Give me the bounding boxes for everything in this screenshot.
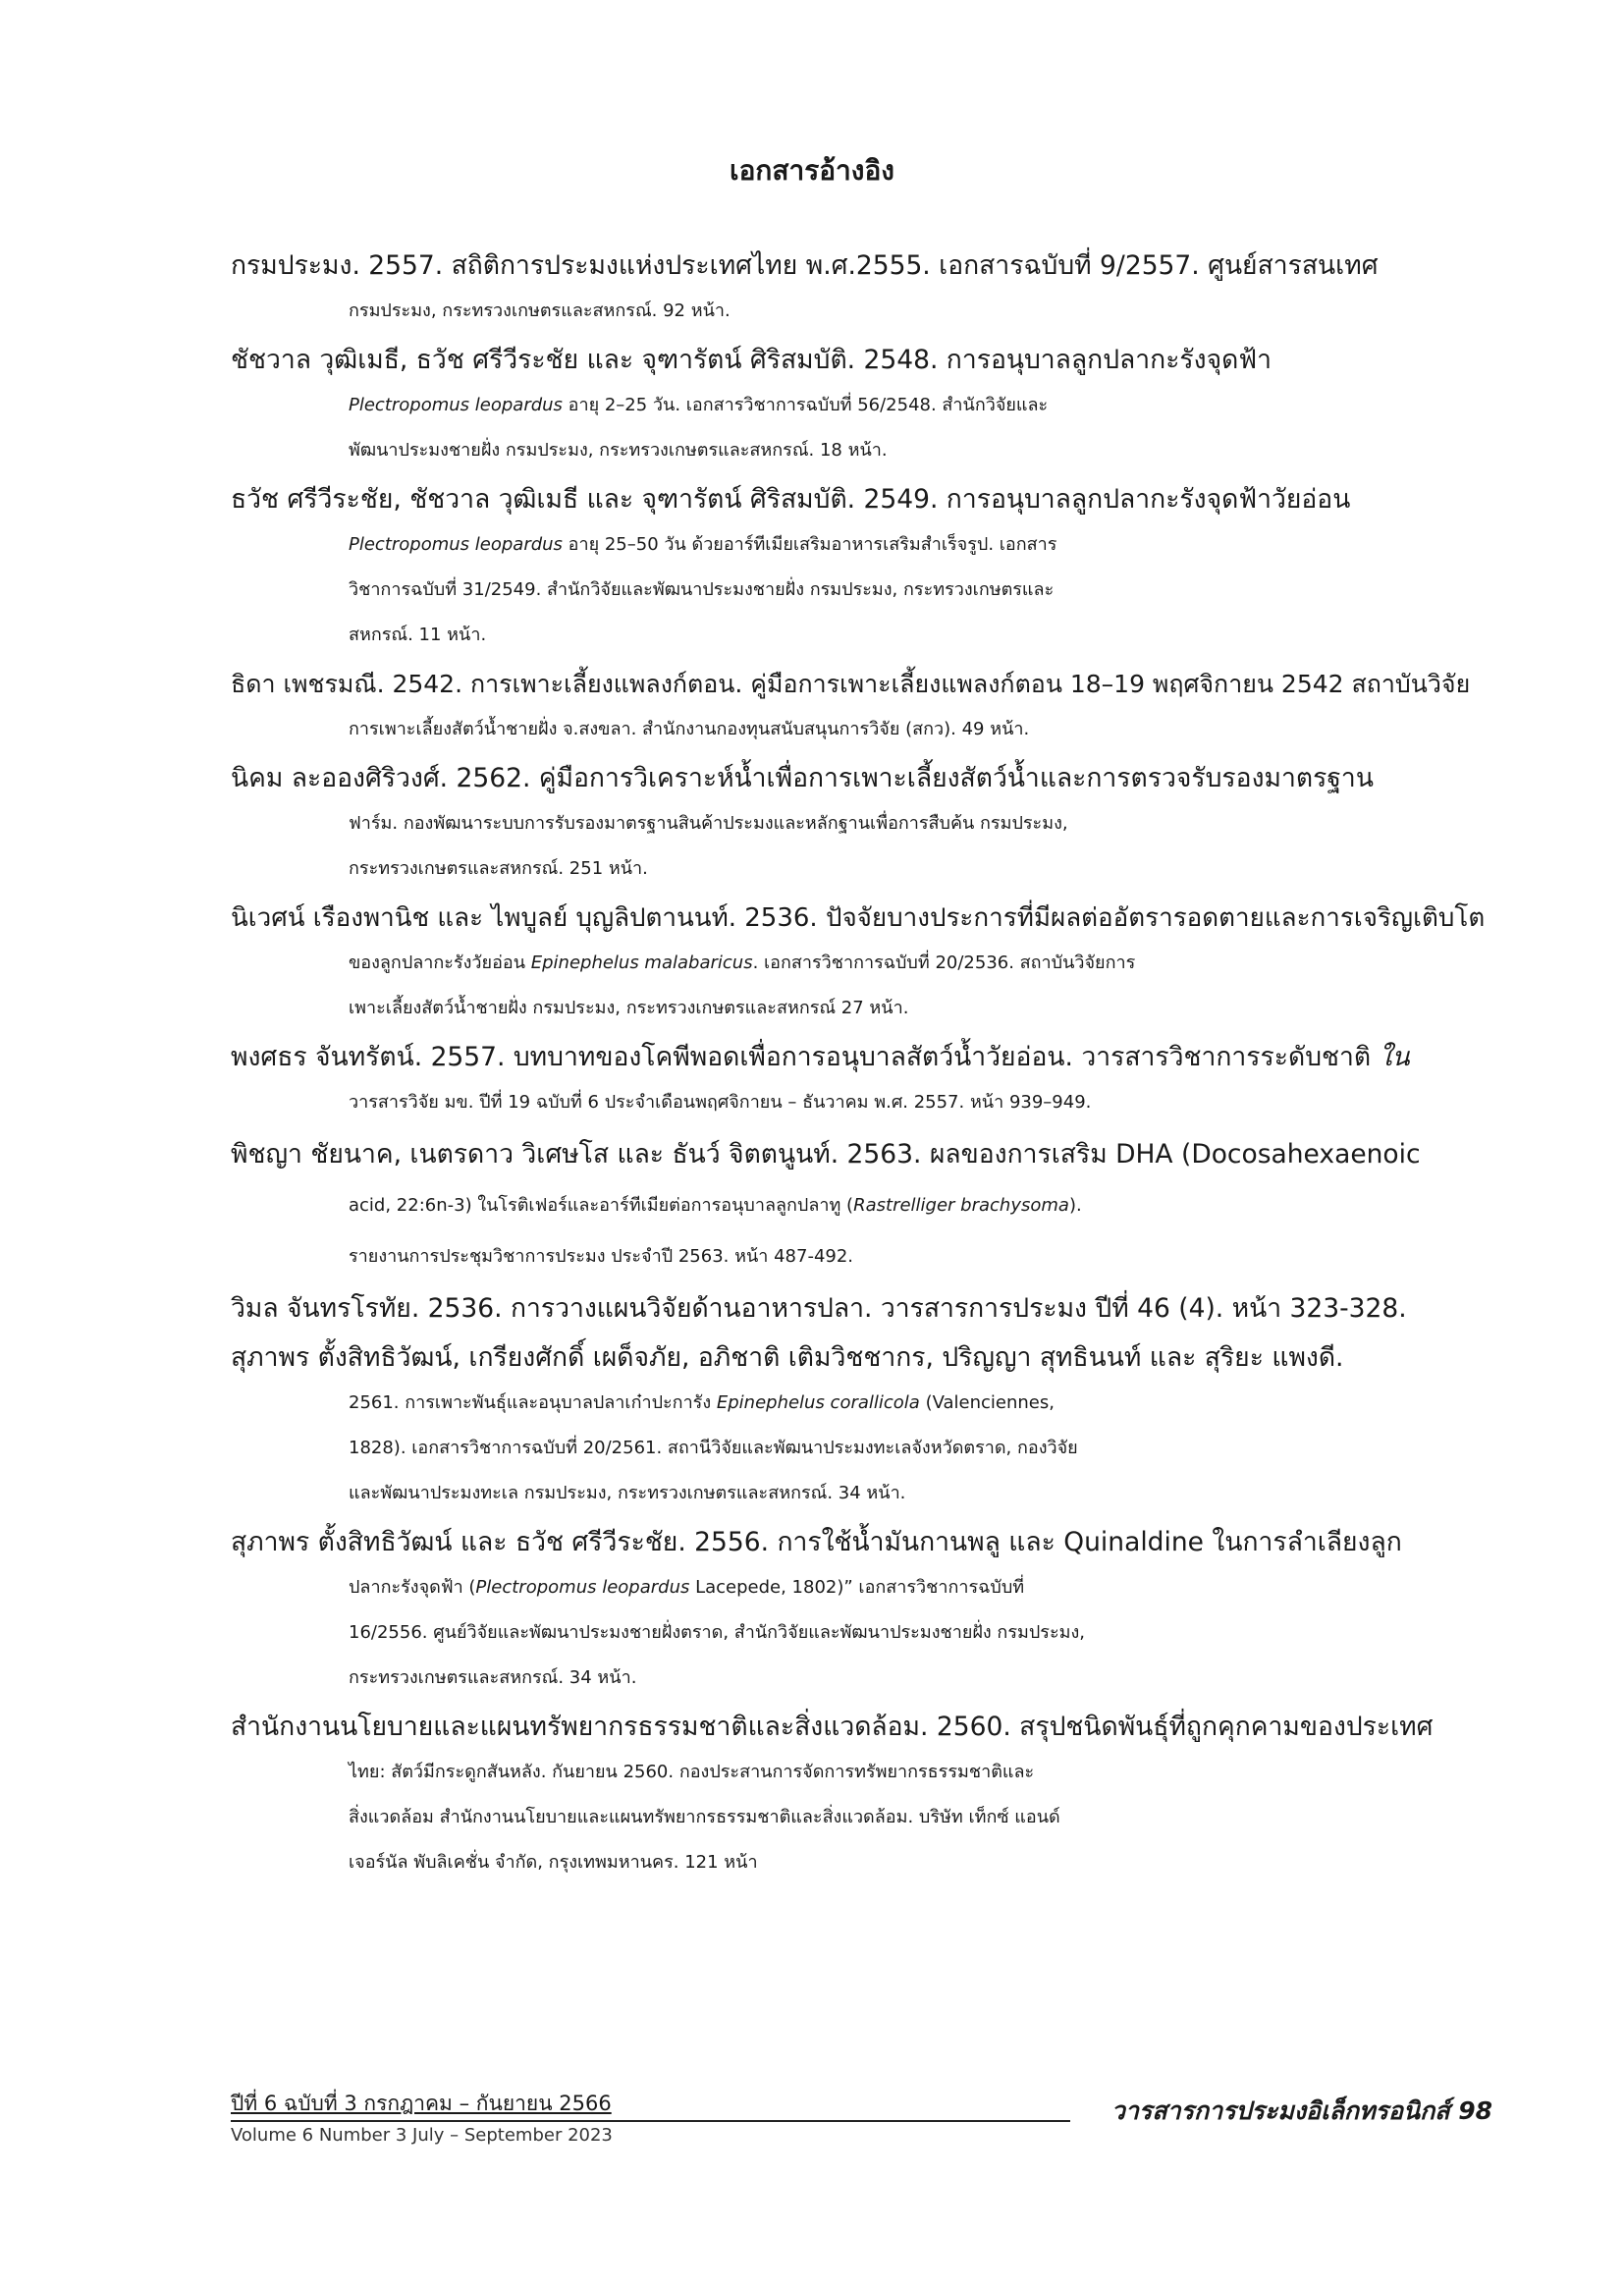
reference-text: ฟาร์ม. กองพัฒนาระบบการรับรองมาตรฐานสินค้าประมงและหลักฐานเพื่อการสืบค้น กรมประมง, [349,813,1068,834]
reference-entry [231,662,1492,752]
reference-text: สหกรณ์. 11 หน้า. [349,625,487,645]
reference-continuation-line [231,1840,1492,1885]
reference-continuation-line [231,613,1492,658]
reference-text: พัฒนาประมงชายฝั่ง กรมประมง, กระทรวงเกษตรและสหกรณ์. 18 หน้า. [349,440,888,461]
reference-entry [231,477,1492,658]
reference-first-line [231,756,1492,801]
footer-issue-thai: ปีที่ 6 ฉบับที่ 3 กรกฎาคม – กันยายน 2566 [231,2092,612,2115]
reference-continuation-line [231,1471,1492,1516]
scientific-name: Rastrelliger brachysoma [853,1195,1069,1216]
reference-continuation-line [231,289,1492,334]
reference-text: ชัชวาล วุฒิเมธี, ธวัช ศรีวีระชัย และ จุฑารัตน์ ศิริสมบัติ. 2548. การอนุบาลลูกปลากะรังจุดฟ้า [231,345,1272,375]
reference-text: กระทรวงเกษตรและสหกรณ์. 34 หน้า. [349,1667,637,1688]
reference-text: วารสารวิจัย มข. ปีที่ 19 ฉบับที่ 6 ประจำเดือนพฤศจิกายน – ธันวาคม พ.ศ. 2557. หน้า 939–949. [349,1092,1092,1113]
reference-entry [231,1705,1492,1885]
reference-text: 1828). เอกสารวิชาการฉบับที่ 20/2561. สถานีวิจัยและพัฒนาประมงทะเลจังหวัดตราด, กองวิจัย [349,1438,1078,1458]
reference-first-line [231,1705,1492,1750]
footer-divider [231,2120,1070,2122]
reference-entry [231,1286,1492,1332]
reference-text: กรมประมง, กระทรวงเกษตรและสหกรณ์. 92 หน้า. [349,300,731,321]
reference-text: ธิดา เพชรมณี. 2542. การเพาะเลี้ยงแพลงก์ตอน. คู่มือการเพาะเลี้ยงแพลงก์ตอน 18–19 พฤศจิกายน 2542 สถาบันวิจัย [231,670,1471,698]
reference-entry [231,1035,1492,1125]
reference-text: 2561. การเพาะพันธุ์และอนุบาลปลาเก๋าปะการัง [349,1392,717,1413]
reference-first-line [231,1129,1492,1180]
reference-continuation-line [231,707,1492,752]
reference-text: เพาะเลี้ยงสัตว์น้ำชายฝั่ง กรมประมง, กระทรวงเกษตรและสหกรณ์ 27 หน้า. [349,998,909,1018]
reference-text: ไทย: สัตว์มีกระดูกสันหลัง. กันยายน 2560. กองประสานการจัดการทรัพยากรธรรมชาติและ [349,1762,1035,1782]
reference-continuation-line [231,428,1492,473]
reference-continuation-line [231,1565,1492,1610]
page-title: เอกสารอ้างอิง [730,154,894,187]
reference-continuation-line [231,1080,1492,1125]
reference-text: ของลูกปลากะรังวัยอ่อน [349,952,531,973]
reference-first-line [231,1286,1492,1332]
reference-text: สำนักงานนโยบายและแผนทรัพยากรธรรมชาติและสิ่งแวดล้อม. 2560. สรุปชนิดพันธุ์ที่ถูกคุกคามของประเทศ [231,1712,1434,1742]
page-footer [231,2082,1492,2150]
reference-continuation-line [231,846,1492,892]
reference-continuation-line [231,1750,1492,1795]
reference-text: การเพาะเลี้ยงสัตว์น้ำชายฝั่ง จ.สงขลา. สำนักงานกองทุนสนับสนุนการวิจัย (สกว). 49 หน้า. [349,719,1030,739]
reference-text: . เอกสารวิชาการฉบับที่ 20/2536. สถาบันวิจัยการ [752,952,1136,973]
reference-text: Lacepede, 1802)” เอกสารวิชาการฉบับที่ [689,1577,1025,1598]
reference-text: สุภาพร ตั้งสิทธิวัฒน์ และ ธวัช ศรีวีระชัย. 2556. การใช้น้ำมันกานพลู และ Quinaldine ในการลำเลียงลูก [231,1527,1402,1557]
reference-text: วิมล จันทรโรทัย. 2536. การวางแผนวิจัยด้านอาหารปลา. วารสารการประมง ปีที่ 46 (4). หน้า 323-328. [231,1293,1407,1324]
reference-entry [231,1129,1492,1282]
reference-first-line [231,896,1492,941]
reference-continuation-line [231,1656,1492,1701]
scientific-name: ใน [1379,1042,1410,1072]
reference-continuation-line [231,1180,1492,1231]
reference-continuation-line [231,1381,1492,1426]
scientific-name: Plectropomus leopardus [349,534,563,555]
reference-text: เจอร์นัล พับลิเคชั่น จำกัด, กรุงเทพมหานคร. 121 หน้า [349,1852,758,1873]
reference-list [231,244,1492,1889]
reference-text: วิชาการฉบับที่ 31/2549. สำนักวิจัยและพัฒนาประมงชายฝั่ง กรมประมง, กระทรวงเกษตรและ [349,579,1055,600]
reference-text: พงศธร จันทรัตน์. 2557. บทบาทของโคพีพอดเพื่อการอนุบาลสัตว์น้ำวัยอ่อน. วารสารวิชาการระดับชาติ [231,1042,1380,1072]
scientific-name: Plectropomus leopardus [349,395,563,415]
reference-entry [231,756,1492,892]
scientific-name: Plectropomus leopardus [475,1577,690,1598]
reference-first-line [231,244,1492,289]
reference-text: ). [1068,1195,1082,1216]
reference-entry [231,244,1492,334]
reference-text: และพัฒนาประมงทะเล กรมประมง, กระทรวงเกษตรและสหกรณ์. 34 หน้า. [349,1483,906,1503]
page-number: 98 [1458,2096,1492,2125]
reference-continuation-line [231,568,1492,613]
reference-text: สุภาพร ตั้งสิทธิวัฒน์, เกรียงศักดิ์ เผด็จภัย, อภิชาติ เติมวิชชากร, ปริญญา สุทธินนท์ และ สุริยะ แพงดี. [231,1342,1344,1373]
reference-text: นิเวศน์ เรืองพานิช และ ไพบูลย์ บุญลิปตานนท์. 2536. ปัจจัยบางประการที่มีผลต่ออัตรารอดตายและการเจริญเติบโต [231,903,1486,933]
reference-text: นิคม ละอองศิริวงศ์. 2562. คู่มือการวิเคราะห์น้ำเพื่อการเพาะเลี้ยงสัตว์น้ำและการตรวจรับรองมาตรฐาน [231,763,1374,793]
reference-continuation-line [231,1231,1492,1282]
reference-entry [231,1520,1492,1701]
reference-text: acid, 22:6n-3) ในโรติเฟอร์และอาร์ทีเมียต่อการอนุบาลลูกปลาทู ( [349,1195,854,1216]
reference-text: รายงานการประชุมวิชาการประมง ประจำปี 2563. หน้า 487-492. [349,1246,854,1267]
reference-first-line [231,1035,1492,1080]
reference-continuation-line [231,1426,1492,1471]
reference-text: พิชญา ชัยนาค, เนตรดาว วิเศษโส และ ธันว์ จิตตนูนท์. 2563. ผลของการเสริม DHA (Docosahexaenoic [231,1139,1421,1170]
reference-text: ปลากะรังจุดฟ้า ( [349,1577,476,1598]
journal-name: วารสารการประมงอิเล็กทรอนิกส์ [1110,2096,1450,2125]
reference-continuation-line [231,1610,1492,1656]
reference-first-line [231,477,1492,522]
reference-continuation-line [231,383,1492,428]
scientific-name: Epinephelus malabaricus [530,952,753,973]
reference-first-line [231,662,1492,707]
reference-continuation-line [231,1795,1492,1840]
reference-text: ธวัช ศรีวีระชัย, ชัชวาล วุฒิเมธี และ จุฑารัตน์ ศิริสมบัติ. 2549. การอนุบาลลูกปลากะรังจุดฟ้าวัยอ่อน [231,484,1351,515]
reference-text: อายุ 25–50 วัน ด้วยอาร์ทีเมียเสริมอาหารเสริมสำเร็จรูป. เอกสาร [562,534,1057,555]
reference-text: (Valenciennes, [919,1392,1055,1413]
reference-text: กระทรวงเกษตรและสหกรณ์. 251 หน้า. [349,858,648,879]
reference-continuation-line [231,801,1492,846]
reference-text: 16/2556. ศูนย์วิจัยและพัฒนาประมงชายฝั่งตราด, สำนักวิจัยและพัฒนาประมงชายฝั่ง กรมประมง, [349,1622,1086,1643]
reference-entry [231,338,1492,473]
reference-text: อายุ 2–25 วัน. เอกสารวิชาการฉบับที่ 56/2548. สำนักวิจัยและ [562,395,1049,415]
footer-journal [1111,2092,1492,2131]
reference-first-line [231,338,1492,383]
scientific-name: Epinephelus corallicola [716,1392,920,1413]
reference-entry [231,896,1492,1031]
reference-continuation-line [231,941,1492,986]
reference-continuation-line [231,522,1492,568]
reference-text: กรมประมง. 2557. สถิติการประมงแห่งประเทศไทย พ.ศ.2555. เอกสารฉบับที่ 9/2557. ศูนย์สารสนเทศ [231,250,1379,281]
reference-first-line [231,1335,1492,1381]
footer-issue-english: Volume 6 Number 3 July – September 2023 [231,2125,613,2146]
reference-text: สิ่งแวดล้อม สำนักงานนโยบายและแผนทรัพยากรธรรมชาติและสิ่งแวดล้อม. บริษัท เท็กซ์ แอนด์ [349,1807,1060,1827]
reference-first-line [231,1520,1492,1565]
reference-entry [231,1335,1492,1516]
reference-continuation-line [231,986,1492,1031]
